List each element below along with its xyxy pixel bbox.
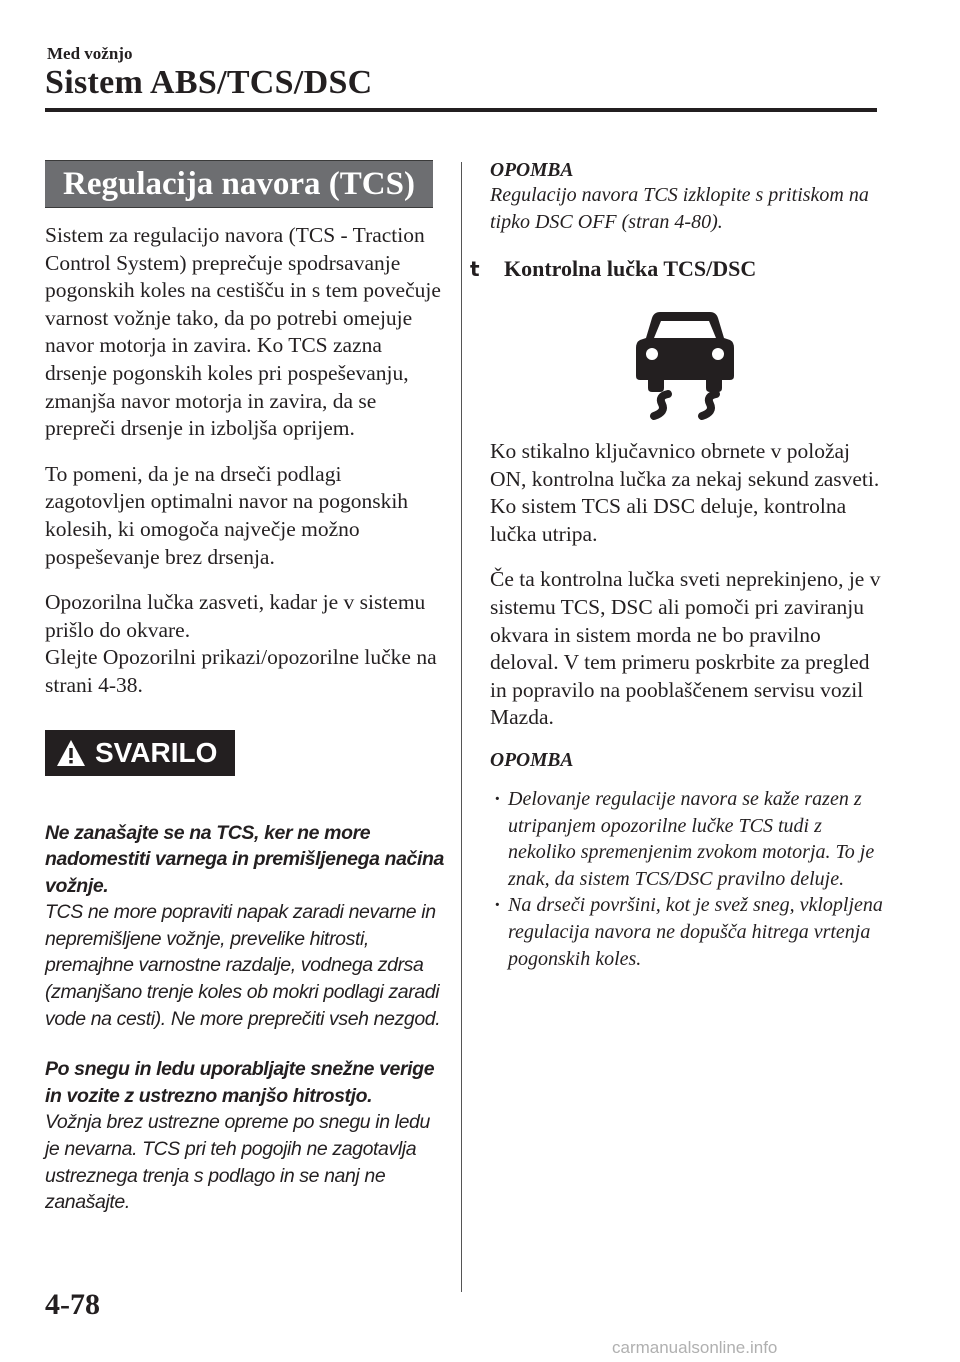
chapter-kicker: Med vožnjo [47,44,133,63]
warning-label: SVARILO [95,736,218,768]
paragraph-see-page: Glejte Opozorilni prikazi/opozorilne lučke na strani 4-38. [45,645,437,697]
paragraph-indicator-on: Ko stikalno ključavnico obrnete v položaj ON, kontrolna lučka za nekaj sekund zasveti. Ko sistem TCS ali DSC deluje, kontrolna lučka utripa. [490,439,880,546]
warning-2-text: Vožnja brez ustrezne opreme po snegu in ledu je nevarna. TCS pri teh pogojih ne zagotavlja ustreznega trenja s podlago in se nanj ne zanašajte. [45,1111,430,1214]
left-column [45,160,445,1216]
section-banner: Regulacija navora (TCS) [45,160,433,208]
paragraph-indicator-fault: Če ta kontrolna lučka sveti neprekinjeno, je v sistemu TCS, DSC ali pomoči pri zaviranju okvara in sistem morda ne bo pravilno deloval. V tem primeru poskrbite za pregled in popravilo na pooblaščenem servisu vozil Mazda. [490,567,881,730]
subheading-text: Kontrolna lučka TCS/DSC [504,256,757,281]
page-number: 4-78 [45,1288,100,1321]
warning-1 [45,820,445,1033]
list-item: · Delovanje regulacije navora se kaže razen z utripanjem opozorilne lučke TCS tudi z nekoliko spremenjenim zvokom motorja. To je znak, da sistem TCS/DSC pravilno deluje. [508,786,890,892]
header-rule [45,108,877,112]
paragraph-warning-light: Opozorilna lučka zasveti, kadar je v sistemu prišlo do okvare. [45,590,426,642]
note-text: Regulacijo navora TCS izklopite s pritiskom na tipko DSC OFF (stran 4-80). [490,184,869,233]
tcs-dsc-indicator-icon [630,304,740,424]
column-divider [461,162,462,1292]
subheading-indicator [470,256,890,282]
bullet-marker: t [470,257,480,281]
paragraph-tcs-intro: Sistem za regulacijo navora (TCS - Traction Control System) preprečuje spodrsavanje pogonskih koles na cestišču in s tem povečuje varnost vožnje tako, da po potrebi omejuje navor motorja in zavira. Ko TCS zazna drsenje pogonskih koles pri pospeševanju, zmanjša navor motorja in zavira, da se prepreči drsenje in izboljša oprijem. [45,223,441,441]
note-list [490,786,890,972]
warning-triangle-icon [55,738,87,768]
warning-2-heading: Po snegu in ledu uporabljajte snežne verige in vozite z ustrezno manjšo hitrostjo. [45,1058,435,1107]
paragraph-tcs-torque: To pomeni, da je na drseči podlagi zagotovljen optimalni navor na pogonskih kolesih, ki omogoča največje možno pospeševanje brez drsenja. [45,461,409,569]
note-label: OPOMBA [490,160,574,181]
list-item: · Na drseči površini, kot je svež sneg, vklopljena regulacija navora ne dopušča hitrega vrtenja pogonskih koles. [508,892,890,972]
note-label-2: OPOMBA [490,749,574,771]
warning-1-text: TCS ne more popraviti napak zaradi nevarne in nepremišljene vožnje, prevelike hitrosti, premajhne varnostne razdalje, vodnega zdrsa (zmanjšano trenje koles ob mokri podlagi zaradi vode na cesti). Ne more preprečiti vseh nezgod. [45,901,441,1030]
chapter-title: Sistem ABS/TCS/DSC [45,64,373,101]
watermark: carmanualsonline.info [612,1338,778,1357]
warning-2 [45,1056,445,1216]
warning-1-heading: Ne zanašajte se na TCS, ker ne more nadomestiti varnega in premišljenega načina vožnje. [45,821,444,897]
right-column [470,160,890,972]
warning-badge [45,730,235,776]
